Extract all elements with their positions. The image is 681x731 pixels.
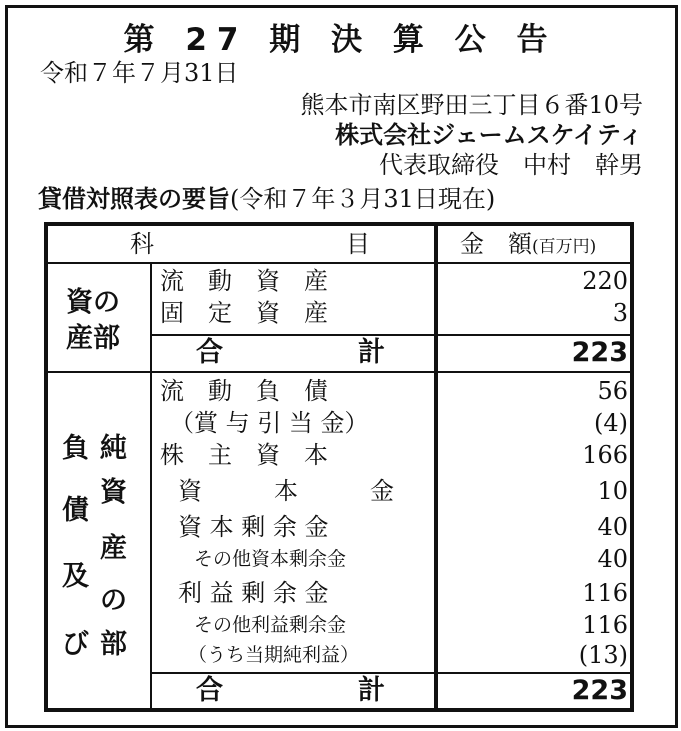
equity-amount-shareholders: 166 — [582, 441, 628, 469]
equity-item-capital-surplus: 資 本 剰 余 金 — [178, 513, 329, 541]
assets-total-label: 合 計 — [196, 337, 385, 368]
equity-item-shareholders: 株 主 資 本 — [160, 441, 328, 469]
liab-label-right-2: 資 — [100, 477, 127, 508]
asset-item-fixed: 固 定 資 産 — [160, 299, 328, 327]
asset-amount-fixed: 3 — [612, 299, 628, 327]
liab-label-right-1: 純 — [100, 433, 127, 464]
equity-item-net-loss: （うち当期純利益） — [188, 644, 360, 666]
amount-column-header — [460, 226, 596, 262]
balance-sheet-heading: 貸借対照表の要旨 — [38, 185, 230, 213]
equity-item-other-capital-surplus: その他資本剰余金 — [194, 548, 347, 570]
company-name: 株式会社ジェームスケイティ — [335, 121, 643, 149]
item-column-header: 科 目 — [130, 230, 370, 258]
equity-amount-other-retained-earnings: 116 — [582, 611, 628, 639]
liab-item-bonus-reserve: （賞 与 引 当 金） — [170, 409, 369, 437]
notice-title: 第 27 期 決 算 公 告 — [123, 22, 558, 58]
liab-label-right-3: 産 — [100, 533, 127, 564]
balance-sheet-title — [38, 184, 495, 214]
liab-label-left-3: 及 — [62, 561, 89, 592]
representative: 代表取締役 中村 幹男 — [379, 151, 643, 179]
liab-item-current: 流 動 負 債 — [160, 377, 328, 405]
equity-amount-capital-surplus: 40 — [597, 513, 628, 541]
section-divider — [48, 371, 630, 373]
equity-amount-other-capital-surplus: 40 — [597, 545, 628, 573]
amount-label: 金 額 — [460, 230, 532, 258]
liab-label-right-4: の — [100, 585, 127, 616]
liabilities-total-divider — [150, 672, 434, 674]
liab-label-left-1: 負 — [62, 433, 89, 464]
liab-amount-current: 56 — [597, 377, 628, 405]
as-of-date: (令和７年３月31日現在) — [230, 185, 496, 213]
balance-sheet-table — [44, 222, 634, 712]
asset-amount-current: 220 — [582, 267, 628, 295]
liab-label-right-5: 部 — [100, 629, 127, 660]
liab-amount-bonus-reserve: (4) — [594, 409, 628, 437]
unit-label: (百万円) — [532, 237, 597, 257]
equity-amount-net-loss: (13) — [578, 641, 628, 669]
amount-column-divider — [434, 226, 438, 708]
liab-label-left-4: び — [62, 629, 89, 660]
liabilities-total-amount: 223 — [571, 675, 628, 706]
assets-group-label-line1: 資の — [66, 287, 120, 318]
equity-item-capital: 資 本 金 — [178, 477, 394, 505]
assets-group-label-line2: 産部 — [66, 323, 120, 354]
assets-total-amount-divider — [434, 334, 630, 336]
liab-label-left-2: 債 — [62, 495, 89, 526]
company-address: 熊本市南区野田三丁目６番10号 — [300, 91, 643, 119]
asset-item-current: 流 動 資 産 — [160, 267, 328, 295]
notice-date: 令和７年７月31日 — [40, 59, 239, 87]
group-column-divider — [150, 262, 152, 708]
equity-amount-capital: 10 — [597, 477, 628, 505]
liabilities-total-amount-divider — [434, 672, 630, 674]
equity-item-retained-earnings: 利 益 剰 余 金 — [178, 579, 329, 607]
equity-amount-retained-earnings: 116 — [582, 579, 628, 607]
header-divider — [48, 262, 630, 264]
assets-total-amount: 223 — [571, 337, 628, 368]
equity-item-other-retained-earnings: その他利益剰余金 — [194, 614, 347, 636]
assets-total-divider — [150, 334, 434, 336]
liabilities-total-label: 合 計 — [196, 675, 385, 706]
